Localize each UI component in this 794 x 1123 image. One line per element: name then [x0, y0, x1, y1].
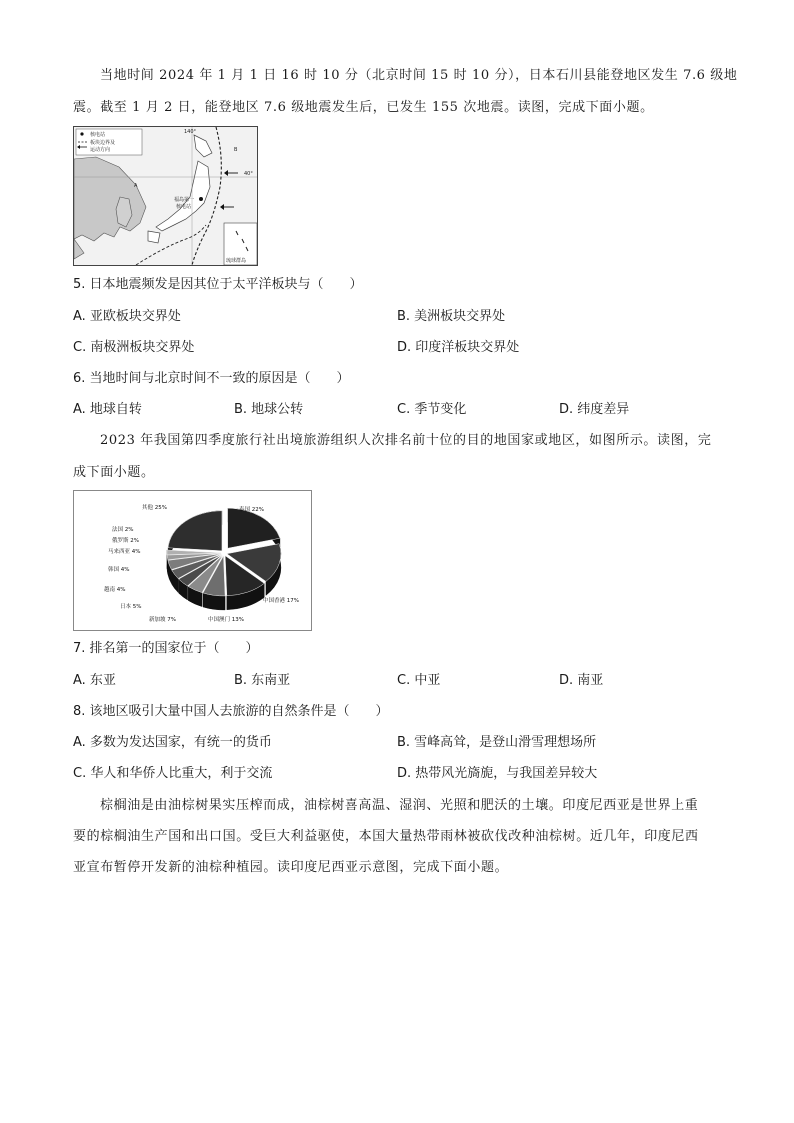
- q7-option-d[interactable]: D. 南亚: [559, 673, 604, 688]
- pie-label-thailand: 泰国 22%: [239, 507, 264, 513]
- q6-option-c[interactable]: C. 季节变化: [397, 402, 467, 417]
- intro-2-line-2: 成下面小题。: [73, 465, 155, 480]
- pie-slice-其他: [168, 511, 222, 551]
- pie-slice-泰国: [228, 508, 280, 548]
- pie-label-singapore: 新加坡 7%: [149, 617, 176, 623]
- q5-option-a[interactable]: A. 亚欧板块交界处: [73, 309, 181, 324]
- q5-option-c[interactable]: C. 南极洲板块交界处: [73, 340, 195, 355]
- intro-2-line-1: 2023 年我国第四季度旅行社出境旅游组织人次排名前十位的目的地国家或地区，如图所示。读图，完: [100, 433, 712, 448]
- region-label-a: A: [134, 183, 138, 189]
- q5-option-d[interactable]: D. 印度洋板块交界处: [397, 340, 520, 355]
- pie-label-france: 法国 2%: [112, 527, 134, 533]
- q7-stem: 7. 排名第一的国家位于（ ）: [73, 641, 259, 656]
- pie-label-macao: 中国澳门 13%: [208, 617, 244, 623]
- q6-stem: 6. 当地时间与北京时间不一致的原因是（ ）: [73, 371, 350, 386]
- pie-chart-figure: [73, 490, 312, 631]
- q8-option-b[interactable]: B. 雪峰高耸，是登山滑雪理想场所: [397, 735, 597, 750]
- pie-label-malaysia: 马来西亚 4%: [108, 549, 141, 555]
- pie-label-russia: 俄罗斯 2%: [112, 538, 139, 544]
- pie-label-hongkong: 中国香港 17%: [263, 598, 299, 604]
- region-label-b: B: [234, 147, 238, 153]
- intro-3-line-2: 要的棕榈油生产国和出口国。受巨大利益驱使，本国大量热带雨林被砍伐改种油棕树。近几年，印度尼西: [73, 829, 699, 844]
- site-label-2: 核电站: [176, 204, 192, 210]
- inset-label: 琉球群岛: [226, 258, 247, 264]
- pie-label-other: 其他 25%: [142, 505, 167, 511]
- q7-option-a[interactable]: A. 东亚: [73, 673, 116, 688]
- site-label-1: 福岛第一: [174, 197, 195, 203]
- intro-3-line-1: 棕榈油是由油棕树果实压榨而成，油棕树喜高温、湿润、光照和肥沃的土壤。印度尼西亚是世界上重: [100, 798, 699, 813]
- q5-option-b[interactable]: B. 美洲板块交界处: [397, 309, 506, 324]
- lat-label: 40°: [244, 171, 253, 177]
- q6-option-a[interactable]: A. 地球自转: [73, 402, 142, 417]
- q7-option-c[interactable]: C. 中亚: [397, 673, 441, 688]
- q8-option-a[interactable]: A. 多数为发达国家，有统一的货币: [73, 735, 272, 750]
- q6-option-b[interactable]: B. 地球公转: [234, 402, 304, 417]
- q6-option-d[interactable]: D. 纬度差异: [559, 402, 630, 417]
- intro-3-line-3: 亚宣布暂停开发新的油棕种植园。读印度尼西亚示意图，完成下面小题。: [73, 860, 509, 875]
- japan-map-figure: [73, 126, 258, 266]
- pie-label-vietnam: 越南 4%: [104, 587, 126, 593]
- intro-1-line-1: 当地时间 2024 年 1 月 1 日 16 时 10 分（北京时间 15 时 10 分），日本石川县能登地区发生 7.6 级地: [100, 68, 738, 83]
- q5-stem: 5. 日本地震频发是因其位于太平洋板块与（ ）: [73, 277, 363, 292]
- q8-option-d[interactable]: D. 热带风光旖旎，与我国差异较大: [397, 766, 598, 781]
- pie-label-japan: 日本 5%: [120, 604, 142, 610]
- legend-nuclear-label: 核电站: [90, 132, 106, 138]
- q8-stem: 8. 该地区吸引大量中国人去旅游的自然条件是（ ）: [73, 704, 389, 719]
- pie-label-korea: 韩国 4%: [108, 567, 130, 573]
- q7-option-b[interactable]: B. 东南亚: [234, 673, 291, 688]
- legend-boundary-label: 板块边界及: [90, 140, 116, 146]
- lon-label: 140°: [184, 129, 197, 135]
- legend-motion-label: 运动方向: [90, 147, 111, 153]
- q8-option-c[interactable]: C. 华人和华侨人比重大，利于交流: [73, 766, 273, 781]
- intro-1-line-2: 震。截至 1 月 2 日，能登地区 7.6 级地震发生后，已发生 155 次地震。读图，完成下面小题。: [73, 100, 654, 115]
